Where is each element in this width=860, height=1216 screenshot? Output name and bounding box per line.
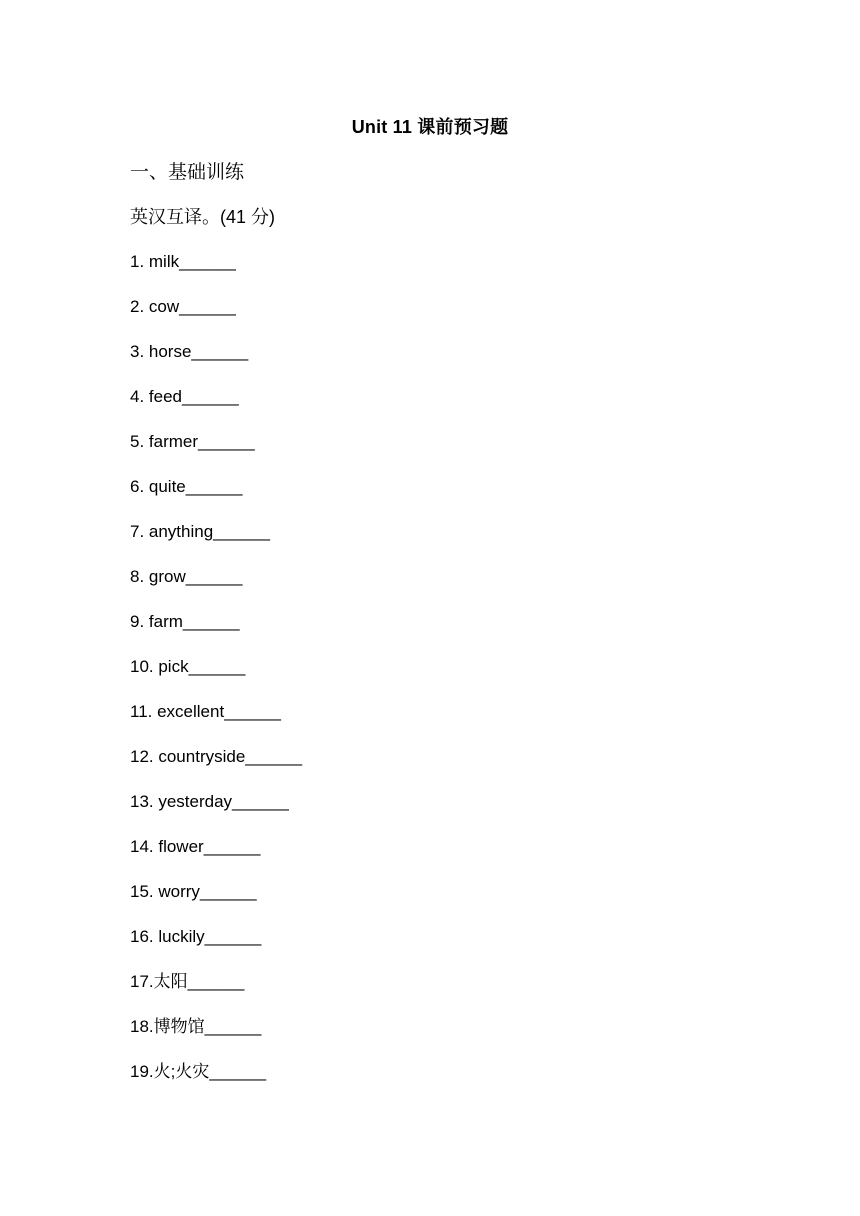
vocabulary-item: 19.火;火灾______: [130, 1062, 267, 1081]
vocabulary-item: 9. farm______: [130, 612, 240, 631]
vocabulary-item: 14. flower______: [130, 837, 261, 856]
vocabulary-item: 18.博物馆______: [130, 1017, 262, 1036]
vocabulary-item: 13. yesterday______: [130, 792, 289, 811]
vocabulary-item: 12. countryside______: [130, 747, 303, 766]
vocabulary-item: 4. feed______: [130, 387, 239, 406]
vocabulary-item: 2. cow______: [130, 297, 236, 316]
section-heading: 一、基础训练: [130, 161, 245, 183]
vocabulary-item: 6. quite______: [130, 477, 243, 496]
vocabulary-item: 17.太阳______: [130, 972, 245, 991]
exercise-instruction: 英汉互译。(41 分): [130, 207, 276, 227]
vocabulary-item: 7. anything______: [130, 522, 270, 541]
vocabulary-item: 10. pick______: [130, 657, 246, 676]
vocabulary-list: [130, 249, 302, 1104]
vocabulary-item: 16. luckily______: [130, 927, 262, 946]
vocabulary-item: 15. worry______: [130, 882, 257, 901]
vocabulary-item: 8. grow______: [130, 567, 243, 586]
vocabulary-item: 3. horse______: [130, 342, 249, 361]
vocabulary-item: 1. milk______: [130, 252, 236, 271]
vocabulary-item: 11. excellent______: [130, 702, 281, 721]
page-title: Unit 11 课前预习题: [351, 117, 509, 137]
vocabulary-item: 5. farmer______: [130, 432, 255, 451]
